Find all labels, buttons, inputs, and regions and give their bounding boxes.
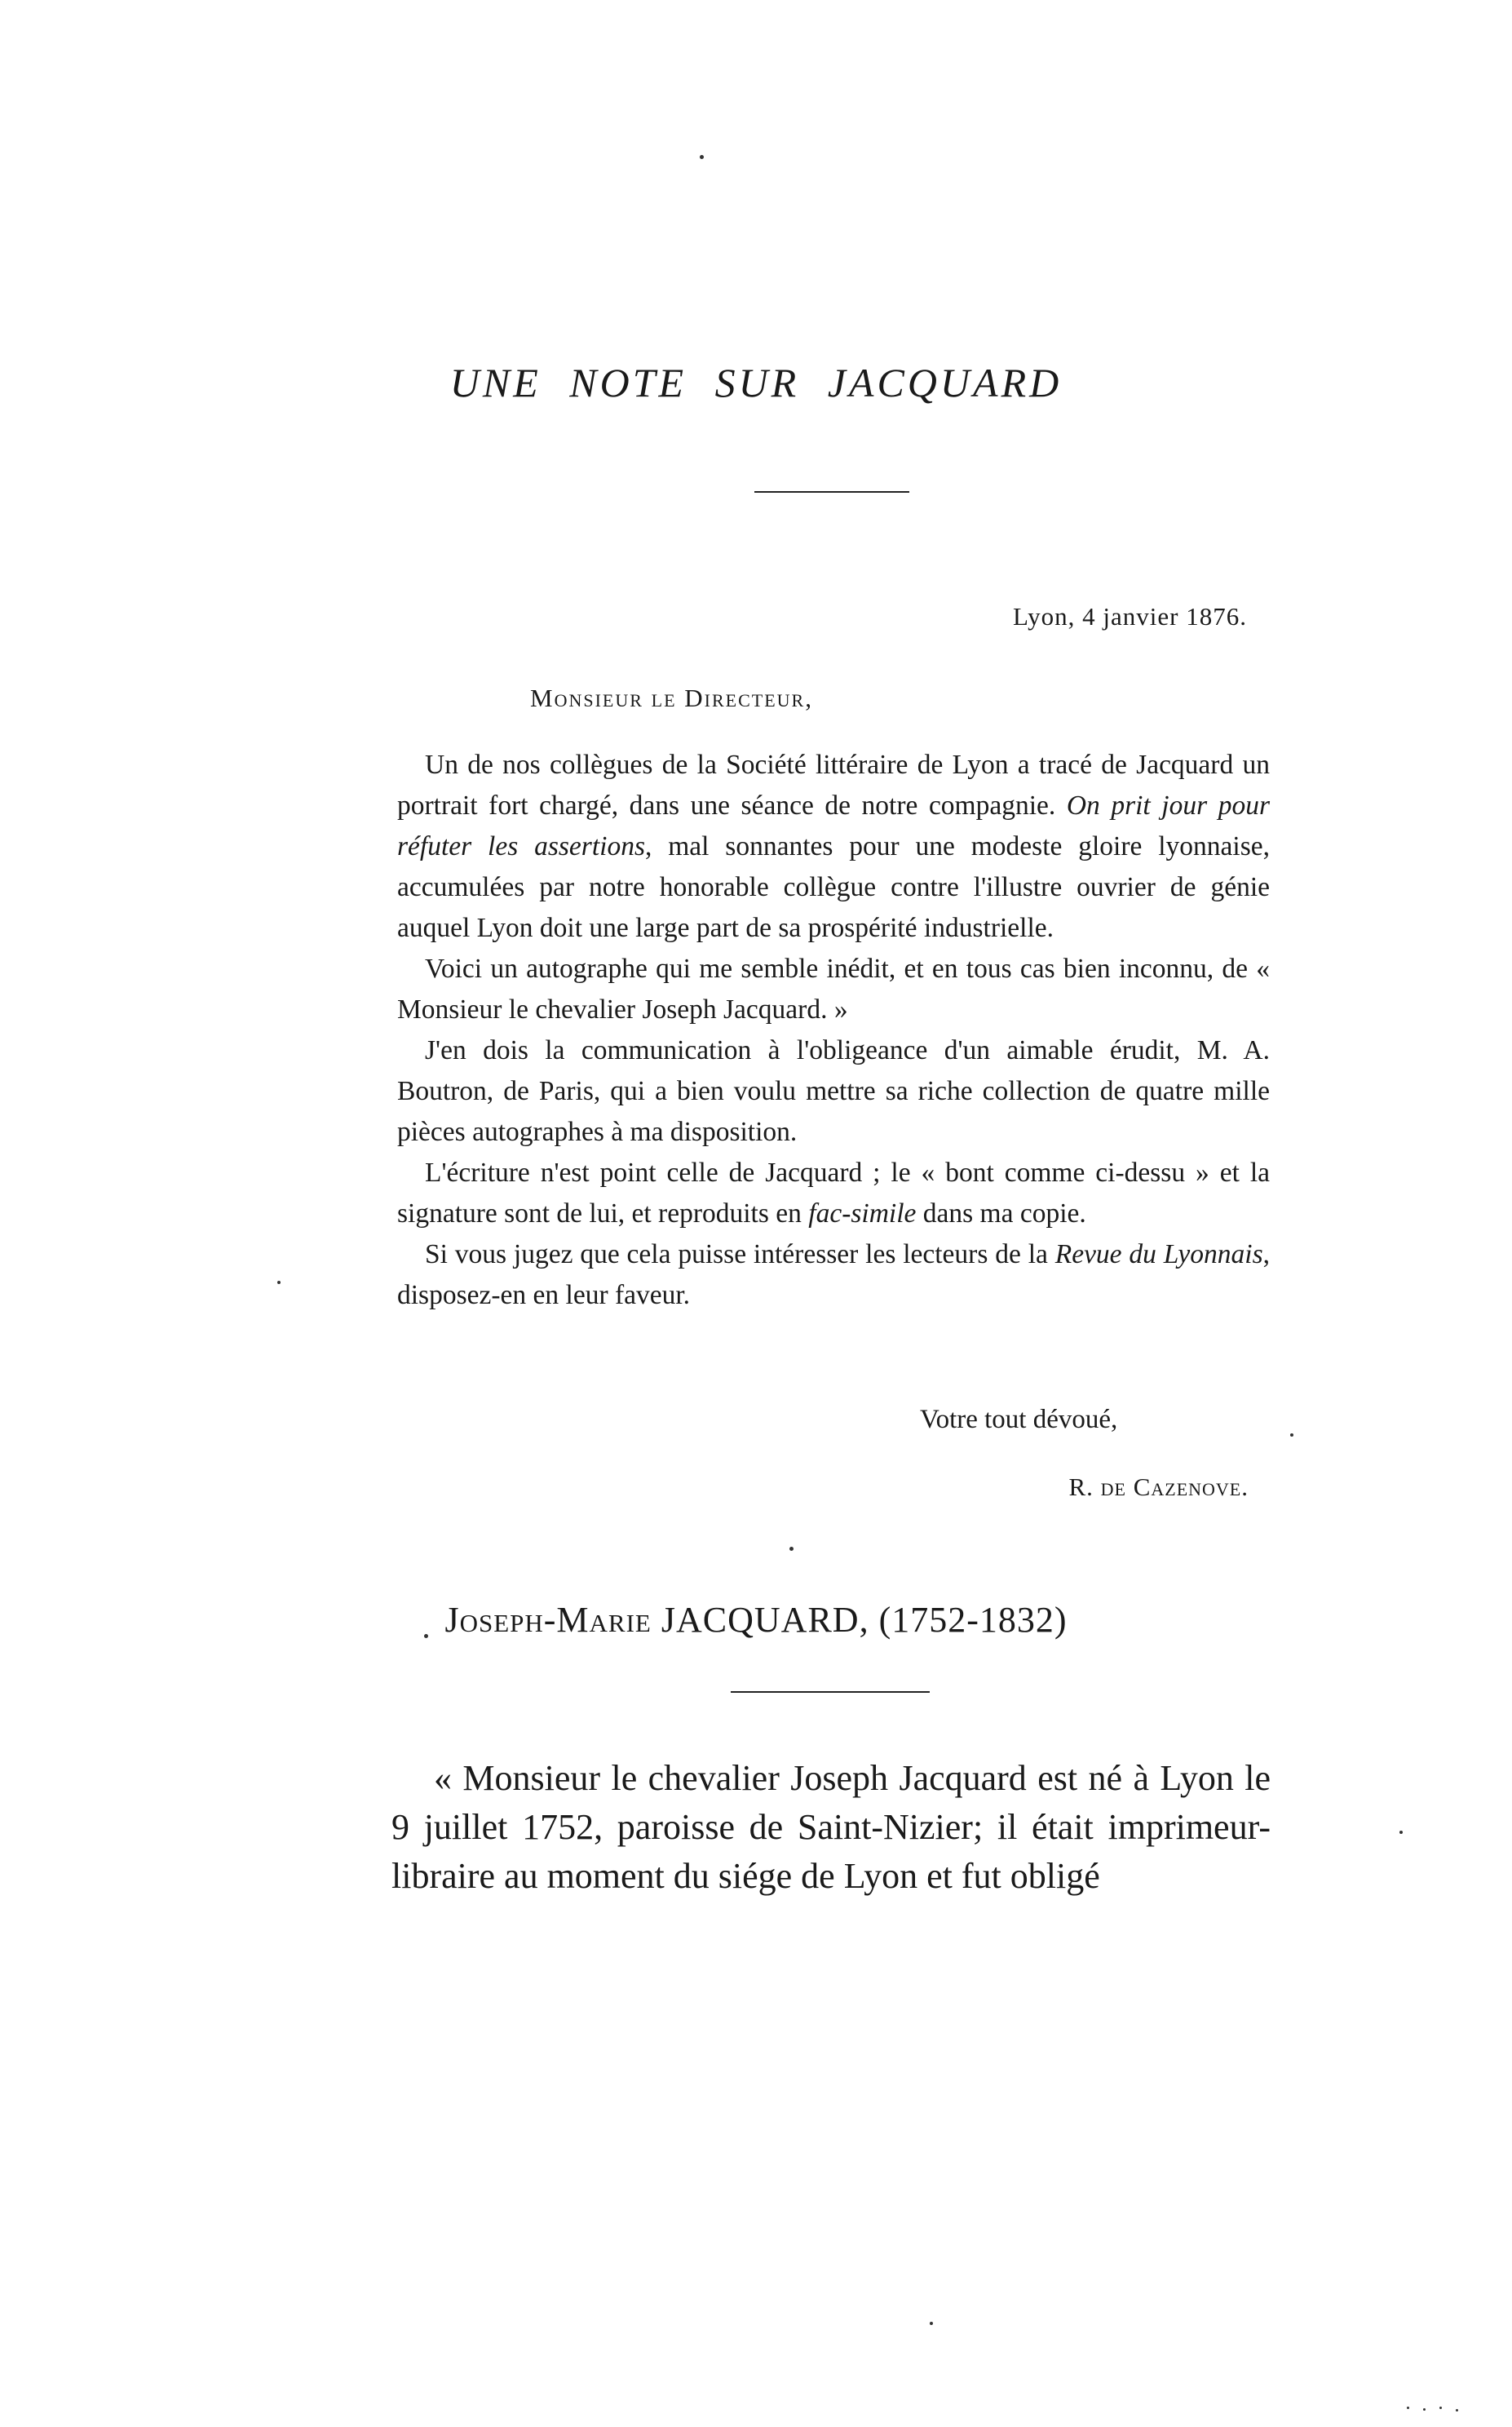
paragraph-text: , mal sonnantes pour une modeste gloire lyonnaise, accumulées par notre honorable collègue contre l'illustre ouvrier de génie auquel Lyon doit une large part de sa prospérité industrielle.	[397, 831, 1270, 943]
scan-speck	[277, 1281, 281, 1284]
letter-paragraph	[397, 949, 1270, 1030]
paragraph-italic: Revue du Lyonnais	[1054, 1239, 1263, 1269]
letter-paragraph	[397, 1234, 1270, 1316]
paragraph-text: , disposez-en en leur faveur.	[397, 1239, 1270, 1310]
paragraph-italic: On prit jour pour réfuter les assertions	[397, 791, 1270, 861]
scan-speck	[930, 2322, 933, 2325]
letter-paragraph	[397, 1153, 1270, 1234]
scan-speck	[1439, 2407, 1442, 2409]
letter-paragraph	[397, 1030, 1270, 1153]
dateline: Lyon, 4 janvier 1876.	[1012, 602, 1247, 631]
scan-speck	[1399, 1831, 1403, 1834]
scan-speck	[1456, 2409, 1458, 2411]
heading-rest: JACQUARD, (1752-1832)	[651, 1600, 1068, 1640]
salutation: Monsieur le Directeur,	[530, 684, 813, 712]
scan-speck	[1290, 1433, 1293, 1437]
document-title: UNE NOTE SUR JACQUARD	[449, 360, 1063, 405]
paragraph-text: Si vous jugez que cela puisse intéresser les lecteurs de la	[425, 1239, 1055, 1269]
scan-speck	[1423, 2408, 1426, 2411]
body-paragraph: « Monsieur le chevalier Joseph Jacquard est né à Lyon le 9 juillet 1752, paroisse de Saint-Nizier; il était imprimeur-libraire au moment du siége de Lyon et fut obligé	[391, 1758, 1271, 1896]
paragraph-text: L'écriture n'est point celle de Jacquard ; le « bont comme ci-dessu » et la signature sont de lui, et reproduits en	[397, 1158, 1270, 1229]
letter-paragraph	[397, 745, 1270, 949]
title-divider	[754, 491, 909, 493]
section-heading	[0, 1599, 1512, 1641]
letter-body	[397, 745, 1270, 1316]
scan-speck	[789, 1547, 794, 1551]
scan-speck	[700, 155, 704, 159]
letter-closing: Votre tout dévoué,	[920, 1405, 1118, 1434]
paragraph-italic: fac-simile	[808, 1198, 917, 1229]
paragraph-text: dans ma copie.	[916, 1198, 1086, 1229]
section-divider	[731, 1691, 930, 1693]
heading-name: Joseph-Marie	[444, 1600, 652, 1640]
paragraph-text: Voici un autographe qui me semble inédit, et en tous cas bien inconnu, de « Monsieur le chevalier Joseph Jacquard. »	[397, 954, 1270, 1025]
scan-speck	[1407, 2407, 1409, 2409]
letter-signature: R. de Cazenove.	[1068, 1473, 1249, 1501]
body-text	[391, 1754, 1271, 1901]
paragraph-text: Un de nos collègues de la Société littéraire de Lyon a tracé de Jacquard un portrait fort chargé, dans une séance de notre compagnie.	[397, 750, 1270, 821]
scan-speck	[424, 1634, 428, 1638]
paragraph-text: J'en dois la communication à l'obligeance d'un aimable érudit, M. A. Boutron, de Paris, qui a bien voulu mettre sa riche collection de quatre mille pièces autographes à ma disposition.	[397, 1035, 1270, 1147]
